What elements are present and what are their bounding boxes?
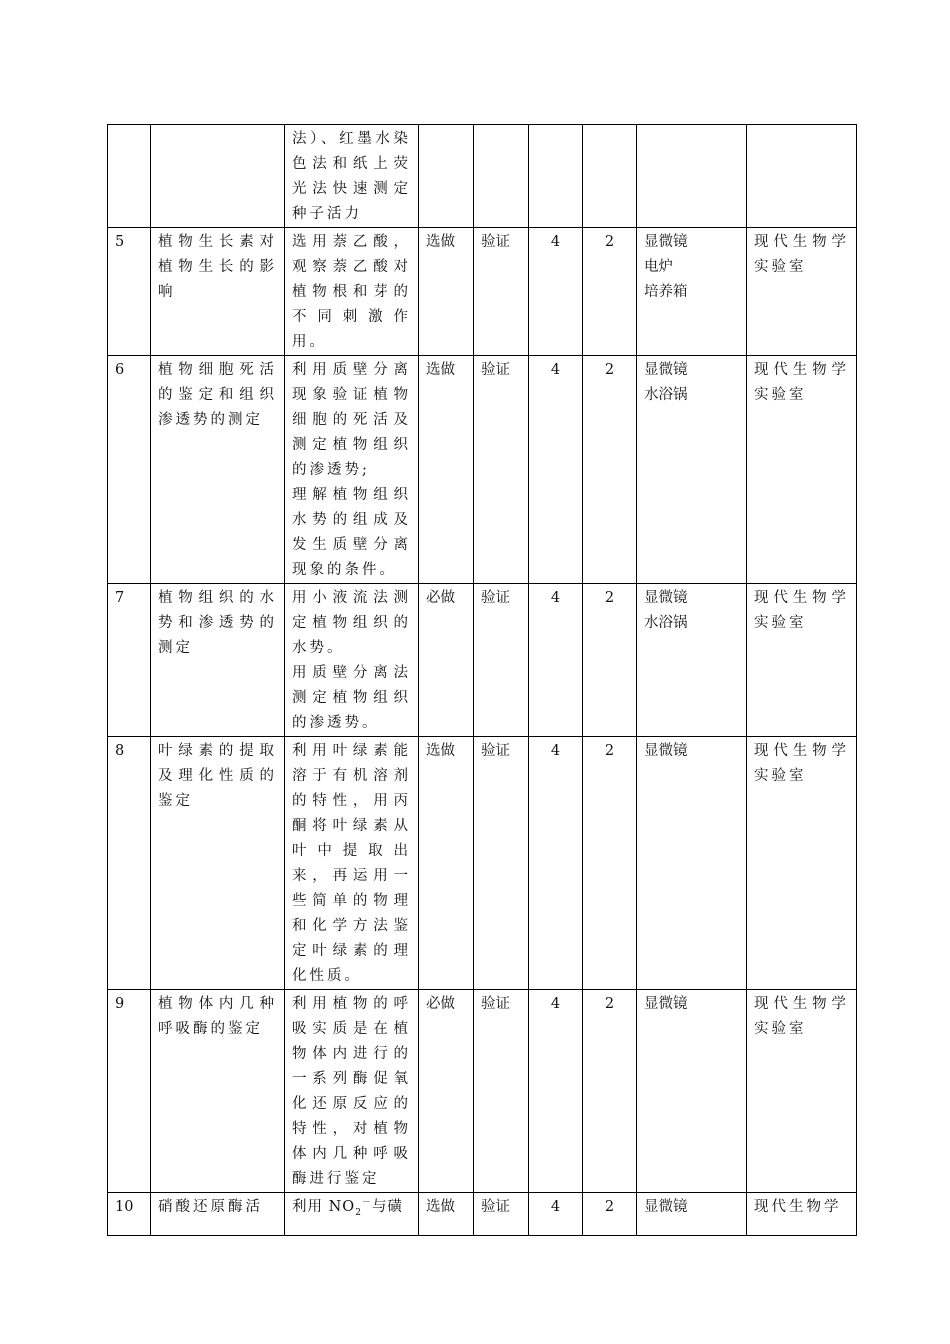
lab-room-cell: 现代生物学实验室 [747, 584, 857, 737]
experiment-name-cell: 植物细胞死活的鉴定和组织渗透势的测定 [151, 356, 285, 584]
hours-cell [529, 125, 583, 228]
experiment-table-body [108, 125, 857, 1236]
content-paragraph: 利用质壁分离现象验证植物细胞的死活及测定植物组织的渗透势; [292, 362, 411, 478]
lab-room-cell: 现代生物学实验室 [747, 737, 857, 990]
table-row [108, 125, 857, 228]
type-cell: 选做 [419, 228, 474, 356]
content-paragraph: 选用萘乙酸，观察萘乙酸对植物根和芽的不同刺激作用。 [292, 234, 411, 350]
equipment-item: 水浴锅 [644, 615, 688, 631]
equipment-cell [637, 125, 747, 228]
type-cell: 必做 [419, 584, 474, 737]
category-cell: 验证 [474, 584, 529, 737]
group-size-cell [583, 125, 637, 228]
row-number-cell: 6 [108, 356, 151, 584]
equipment-cell [637, 1193, 747, 1236]
equipment-cell [637, 990, 747, 1193]
experiment-name-cell: 植物体内几种呼吸酶的鉴定 [151, 990, 285, 1193]
group-size-cell: 2 [583, 228, 637, 356]
lab-room-cell: 现代生物学实验室 [747, 228, 857, 356]
category-cell: 验证 [474, 1193, 529, 1236]
content-superscript: － [361, 1198, 372, 1209]
equipment-item: 显微镜 [644, 1199, 688, 1215]
category-cell: 验证 [474, 990, 529, 1193]
hours-cell: 4 [529, 584, 583, 737]
category-cell: 验证 [474, 737, 529, 990]
equipment-cell [637, 228, 747, 356]
row-number-cell: 9 [108, 990, 151, 1193]
type-cell: 必做 [419, 990, 474, 1193]
equipment-item: 显微镜 [644, 362, 688, 378]
equipment-cell [637, 584, 747, 737]
row-number-cell: 10 [108, 1193, 151, 1236]
type-cell: 选做 [419, 356, 474, 584]
equipment-item: 培养箱 [644, 284, 688, 300]
equipment-cell [637, 737, 747, 990]
category-cell: 验证 [474, 356, 529, 584]
lab-room-cell: 现代生物学实验室 [747, 990, 857, 1193]
hours-cell: 4 [529, 356, 583, 584]
equipment-item: 显微镜 [644, 590, 688, 606]
category-cell [474, 125, 529, 228]
equipment-item: 显微镜 [644, 743, 688, 759]
equipment-item: 水浴锅 [644, 387, 688, 403]
table-row [108, 356, 857, 584]
content-paragraph: 用质壁分离法测定植物组织的渗透势。 [292, 665, 411, 731]
table-row [108, 228, 857, 356]
equipment-item: 电炉 [644, 259, 673, 275]
experiment-name-cell: 植物生长素对植物生长的影响 [151, 228, 285, 356]
table-row [108, 1193, 857, 1236]
lab-room-cell [747, 125, 857, 228]
experiment-name-cell: 叶绿素的提取及理化性质的鉴定 [151, 737, 285, 990]
experiment-name-cell: 硝酸还原酶活 [151, 1193, 285, 1236]
experiment-content-cell [285, 584, 419, 737]
experiment-name-cell: 植物组织的水势和渗透势的测定 [151, 584, 285, 737]
table-row [108, 737, 857, 990]
equipment-item: 显微镜 [644, 996, 688, 1012]
table-row [108, 990, 857, 1193]
experiment-table [107, 124, 857, 1236]
type-cell: 选做 [419, 1193, 474, 1236]
row-number-cell: 8 [108, 737, 151, 990]
content-text-before: 利用 NO [292, 1199, 356, 1215]
type-cell [419, 125, 474, 228]
category-cell: 验证 [474, 228, 529, 356]
row-number-cell [108, 125, 151, 228]
group-size-cell: 2 [583, 990, 637, 1193]
equipment-item: 显微镜 [644, 234, 688, 250]
group-size-cell: 2 [583, 1193, 637, 1236]
hours-cell: 4 [529, 990, 583, 1193]
group-size-cell: 2 [583, 737, 637, 990]
group-size-cell: 2 [583, 584, 637, 737]
hours-cell: 4 [529, 737, 583, 990]
experiment-content-cell [285, 356, 419, 584]
experiment-content-cell [285, 125, 419, 228]
lab-room-cell: 现代生物学 [747, 1193, 857, 1236]
experiment-content-cell [285, 737, 419, 990]
equipment-cell [637, 356, 747, 584]
row-number-cell: 7 [108, 584, 151, 737]
lab-room-cell: 现代生物学实验室 [747, 356, 857, 584]
experiment-content-cell [285, 990, 419, 1193]
hours-cell: 4 [529, 1193, 583, 1236]
table-row [108, 584, 857, 737]
experiment-content-cell [285, 1193, 419, 1236]
content-text-after: 与磺 [371, 1199, 403, 1215]
content-paragraph: 理解植物组织水势的组成及发生质壁分离现象的条件。 [292, 487, 411, 578]
row-number-cell: 5 [108, 228, 151, 356]
experiment-content-cell [285, 228, 419, 356]
hours-cell: 4 [529, 228, 583, 356]
content-paragraph: 用小液流法测定植物组织的水势。 [292, 590, 411, 656]
group-size-cell: 2 [583, 356, 637, 584]
type-cell: 选做 [419, 737, 474, 990]
content-subscript: 2 [355, 1207, 362, 1218]
content-paragraph: 利用植物的呼吸实质是在植物体内进行的一系列酶促氧化还原反应的特性，对植物体内几种呼吸酶进行鉴定 [292, 996, 411, 1187]
content-paragraph: 利用叶绿素能溶于有机溶剂的特性，用丙酮将叶绿素从叶中提取出来，再运用一些简单的物理和化学方法鉴定叶绿素的理化性质。 [292, 743, 411, 984]
experiment-name-cell [151, 125, 285, 228]
content-paragraph: 法）、红墨水染色法和纸上荧光法快速测定种子活力 [292, 131, 411, 222]
